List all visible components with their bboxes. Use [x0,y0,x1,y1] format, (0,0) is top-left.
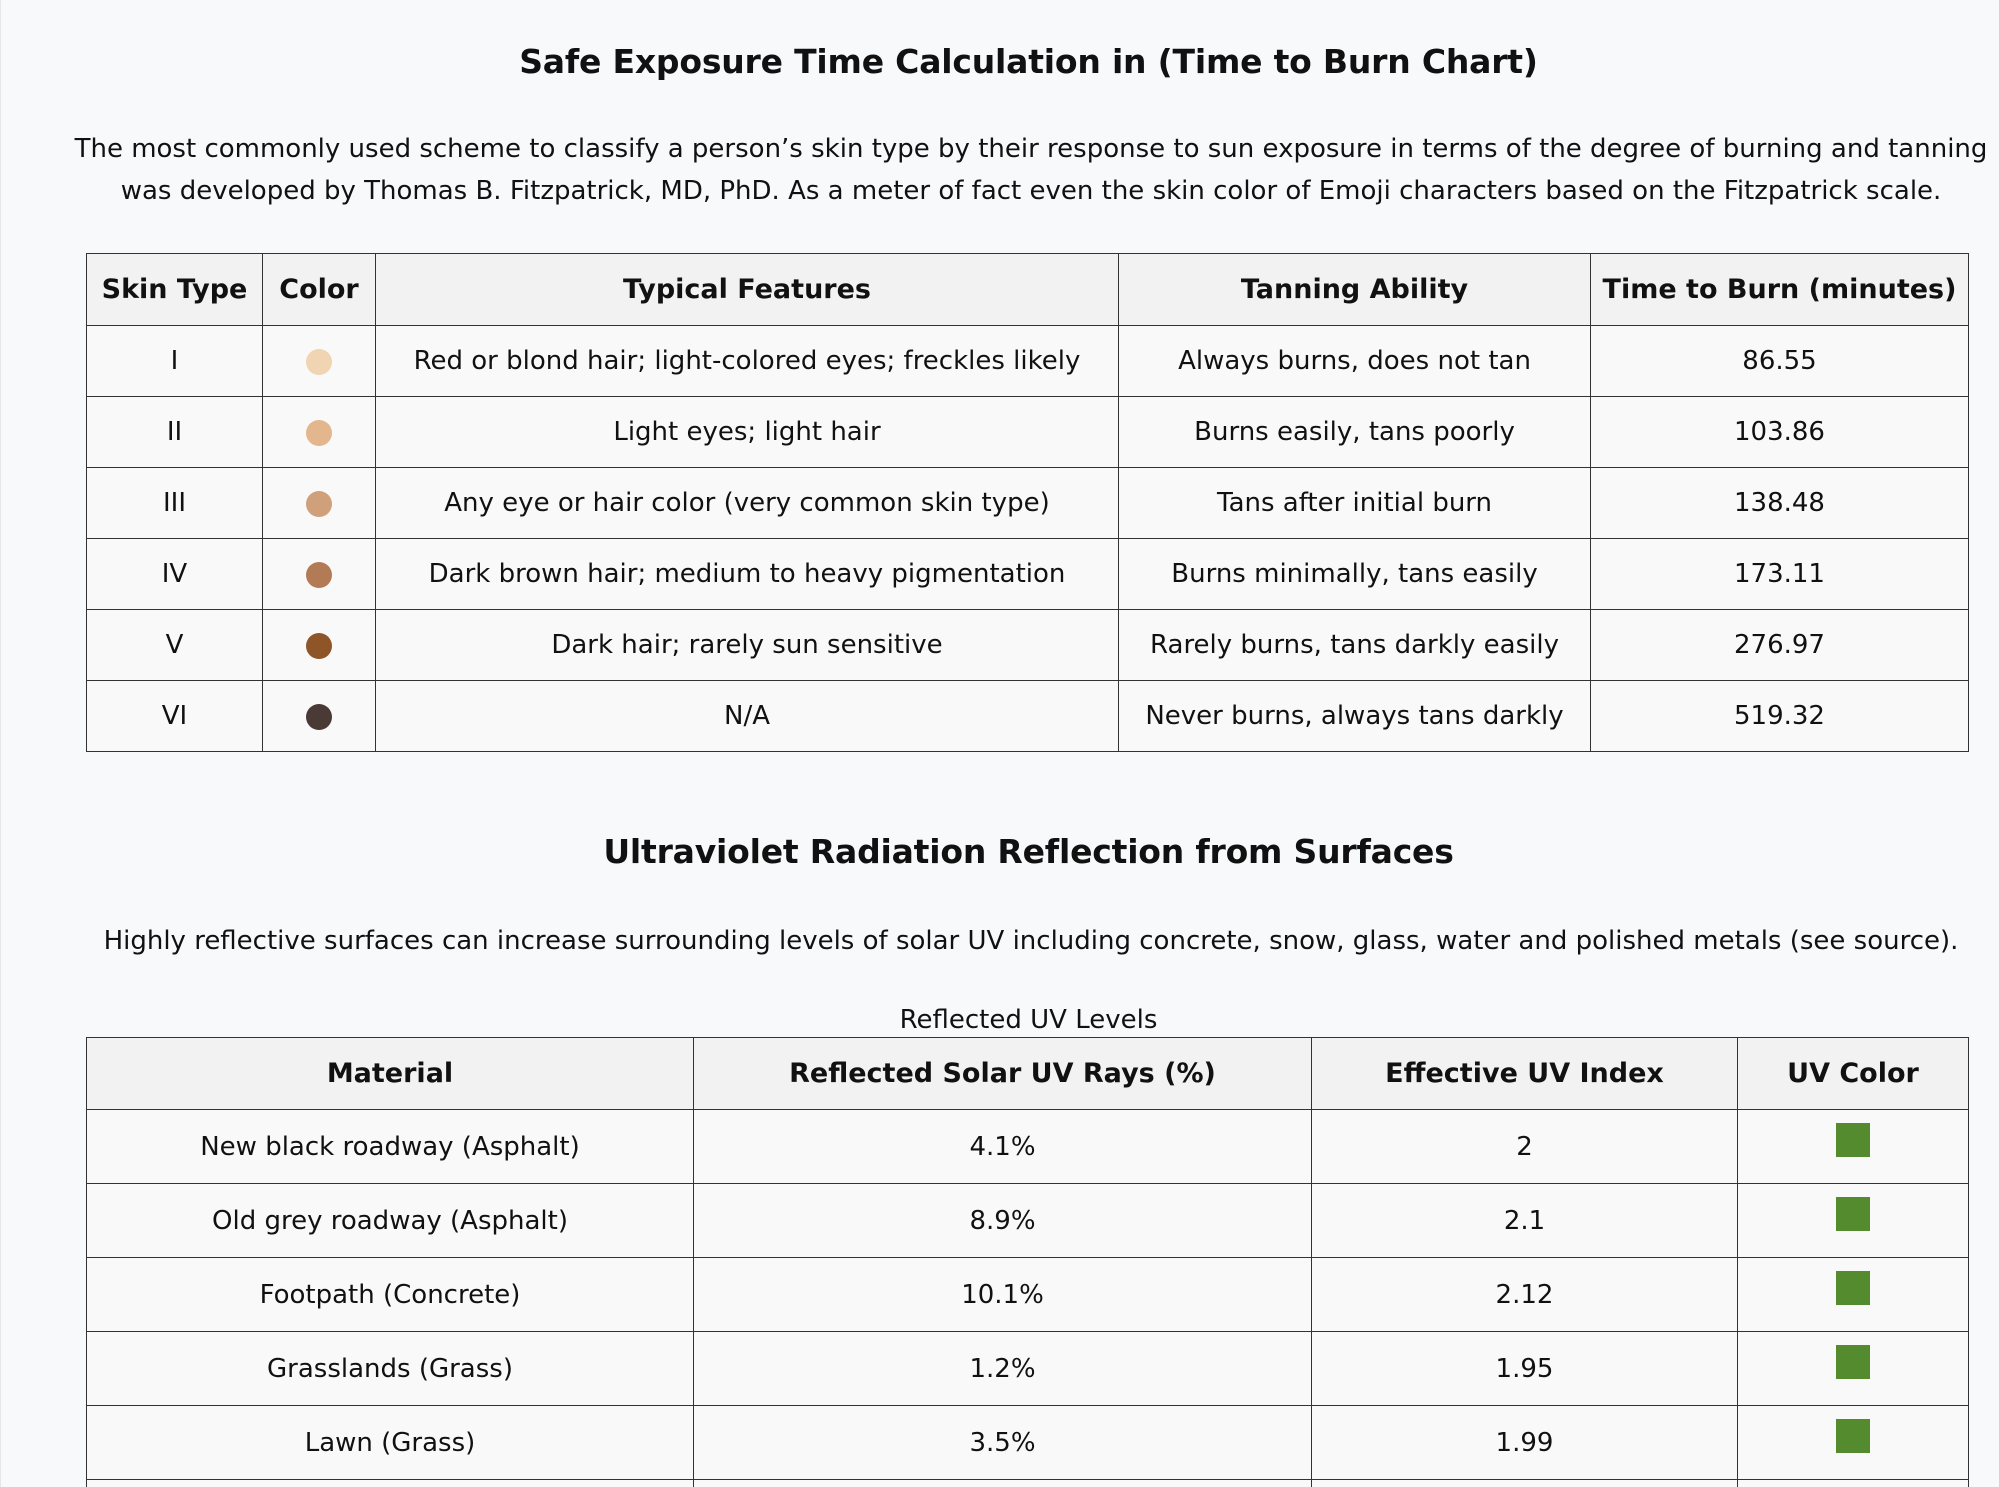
skin-type-cell: III [87,468,263,539]
uv-color-swatch [1836,1271,1870,1305]
features-cell: Dark hair; rarely sun sensitive [376,610,1119,681]
header-uv-color: UV Color [1738,1038,1969,1110]
uv-reflection-title: Ultraviolet Radiation Reflection from Surfaces [603,832,1454,871]
uv-index-cell: 1.95 [1312,1332,1738,1406]
skin-type-cell: VI [87,681,263,752]
header-skin-type: Skin Type [87,254,263,326]
table-caption: Reflected UV Levels [899,1005,1158,1035]
header-reflected-uv: Reflected Solar UV Rays (%) [694,1038,1312,1110]
table-row [87,1332,1969,1406]
table-row [87,468,1969,539]
material-cell: Lawn (Grass) [87,1406,694,1480]
table-row [87,1258,1969,1332]
color-cell [263,397,376,468]
header-color: Color [263,254,376,326]
skin-type-cell: V [87,610,263,681]
table-row [87,610,1969,681]
features-cell: Dark brown hair; medium to heavy pigmentation [376,539,1119,610]
table-row [87,681,1969,752]
uv-color-swatch [1836,1197,1870,1231]
color-cell [263,326,376,397]
uv-index-cell: 2 [1312,1110,1738,1184]
tanning-cell: Burns minimally, tans easily [1119,539,1591,610]
tanning-cell: Always burns, does not tan [1119,326,1591,397]
skin-color-swatch [306,633,332,659]
header-tanning-ability: Tanning Ability [1119,254,1591,326]
time-cell: 519.32 [1591,681,1969,752]
table-row [87,1184,1969,1258]
tanning-cell: Never burns, always tans darkly [1119,681,1591,752]
time-cell: 103.86 [1591,397,1969,468]
reflected-cell: 4.1% [694,1110,1312,1184]
skin-color-swatch [306,562,332,588]
skin-color-swatch [306,704,332,730]
skin-color-swatch [306,349,332,375]
uv-color-cell [1738,1258,1969,1332]
uv-color-swatch [1836,1123,1870,1157]
features-cell: Red or blond hair; light-colored eyes; freckles likely [376,326,1119,397]
reflected-cell [694,1480,1312,1487]
table-row [87,1406,1969,1480]
time-cell: 138.48 [1591,468,1969,539]
uv-color-cell [1738,1184,1969,1258]
reflected-cell: 1.2% [694,1332,1312,1406]
uv-index-cell: 2.1 [1312,1184,1738,1258]
uv-color-cell [1738,1480,1969,1487]
uv-color-cell [1738,1332,1969,1406]
header-typical-features: Typical Features [376,254,1119,326]
material-cell: Grasslands (Grass) [87,1332,694,1406]
uv-index-cell: 2.12 [1312,1258,1738,1332]
time-to-burn-table [86,253,1969,752]
table-row [87,1480,1969,1487]
color-cell [263,681,376,752]
time-to-burn-title: Safe Exposure Time Calculation in (Time to Burn Chart) [519,42,1538,81]
header-effective-uv-index: Effective UV Index [1312,1038,1738,1110]
table-row [87,539,1969,610]
table-header-row [87,254,1969,326]
table-row [87,397,1969,468]
uv-index-cell: 1.99 [1312,1406,1738,1480]
material-cell: Footpath (Concrete) [87,1258,694,1332]
material-cell: Old grey roadway (Asphalt) [87,1184,694,1258]
uv-reflection-table [86,1037,1969,1487]
features-cell: Any eye or hair color (very common skin type) [376,468,1119,539]
table-row [87,326,1969,397]
uv-index-cell [1312,1480,1738,1487]
tanning-cell: Rarely burns, tans darkly easily [1119,610,1591,681]
reflected-cell: 8.9% [694,1184,1312,1258]
features-cell: Light eyes; light hair [376,397,1119,468]
tanning-cell: Tans after initial burn [1119,468,1591,539]
time-cell: 276.97 [1591,610,1969,681]
skin-type-cell: I [87,326,263,397]
color-cell [263,539,376,610]
fitzpatrick-description: The most commonly used scheme to classify a person’s skin type by their response to sun exposure in terms of the degree of burning and tanning was developed by Thomas B. Fitzpatrick, MD, PhD. As a meter of fact even the skin color of Emoji characters based on the Fitzpatrick scale. [74,134,1988,206]
time-cell: 173.11 [1591,539,1969,610]
uv-color-swatch [1836,1345,1870,1379]
features-cell: N/A [376,681,1119,752]
material-cell [87,1480,694,1487]
table-row [87,1110,1969,1184]
reflected-cell: 3.5% [694,1406,1312,1480]
uv-reflection-description: Highly reflective surfaces can increase surrounding levels of solar UV including concrete, snow, glass, water and polished metals (see source). [103,926,1959,956]
tanning-cell: Burns easily, tans poorly [1119,397,1591,468]
uv-color-cell [1738,1110,1969,1184]
skin-type-cell: II [87,397,263,468]
skin-color-swatch [306,491,332,517]
material-cell: New black roadway (Asphalt) [87,1110,694,1184]
color-cell [263,610,376,681]
uv-color-swatch [1836,1419,1870,1453]
header-time-to-burn: Time to Burn (minutes) [1591,254,1969,326]
uv-color-cell [1738,1406,1969,1480]
time-cell: 86.55 [1591,326,1969,397]
skin-type-cell: IV [87,539,263,610]
reflected-cell: 10.1% [694,1258,1312,1332]
header-material: Material [87,1038,694,1110]
skin-color-swatch [306,420,332,446]
table-header-row [87,1038,1969,1110]
color-cell [263,468,376,539]
